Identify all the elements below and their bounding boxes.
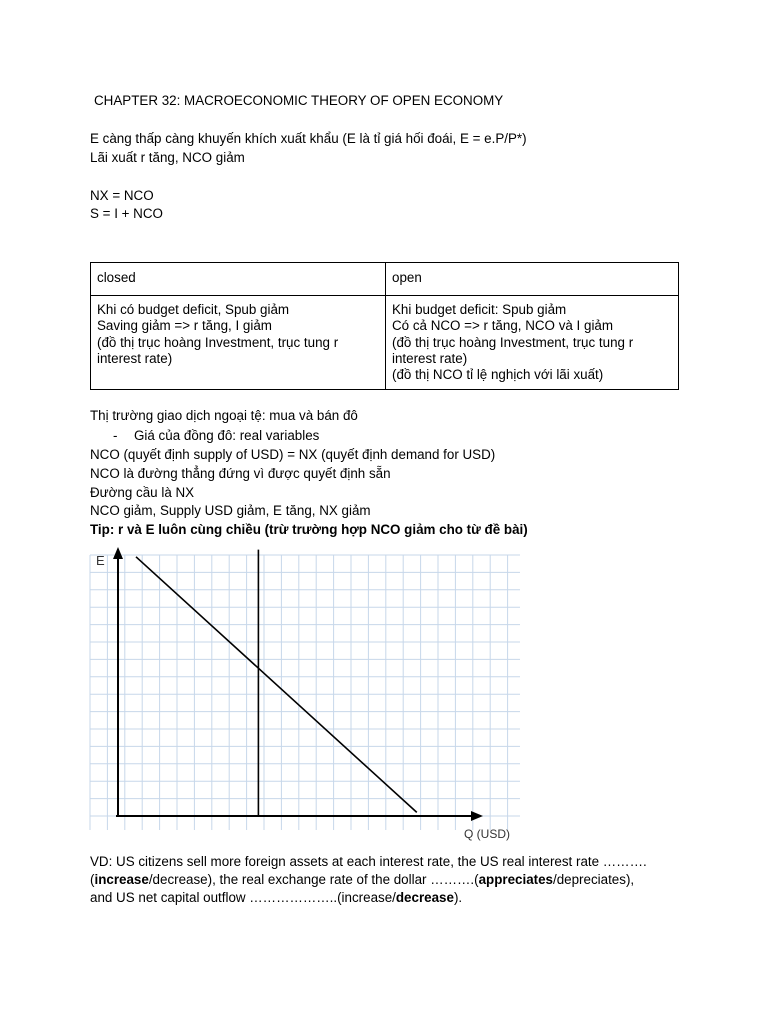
closed-line: (đồ thị trục hoàng Investment, trục tung r [97,334,339,350]
chapter-title: CHAPTER 32: MACROECONOMIC THEORY OF OPEN ECONOMY [94,93,504,108]
table-row [91,296,679,390]
exchange-rate-note: E càng thấp càng khuyến khích xuất khẩu (E là tỉ giá hối đoái, E = e.P/P*) [90,131,527,146]
table-header-row [91,263,679,296]
bullet-item: Giá của đồng đô: real variables [134,428,320,443]
closed-open-comparison-table [90,262,679,390]
open-line: (đồ thị trục hoàng Investment, trục tung r [392,334,634,350]
demand-line [136,557,417,813]
open-line: Khi budget deficit: Spub giảm [392,302,567,317]
chart-grid [90,555,520,830]
example-text: and US net capital outflow ………………..(increase/ [90,890,396,905]
y-axis-label: E [96,553,105,568]
open-line: (đồ thị NCO tỉ lệ nghịch với lãi xuất) [392,367,604,383]
closed-line: Saving giảm => r tăng, I giảm [97,318,272,334]
closed-line: interest rate) [97,350,173,366]
nco-nx-note: NCO (quyết định supply of USD) = NX (quyết định demand for USD) [90,447,496,462]
saving-equation: S = I + NCO [90,206,163,221]
nco-decrease-note: NCO giảm, Supply USD giảm, E tăng, NX giảm [90,503,371,518]
nco-vertical-note: NCO là đường thẳng đứng vì được quyết định sẵn [90,466,391,481]
header-open: open [386,263,679,296]
answer-increase: increase [94,872,149,887]
fx-market-heading: Thị trường giao dịch ngoại tệ: mua và bán đô [90,408,358,423]
example-line-1: VD: US citizens sell more foreign assets at each interest rate, the US real interest rate ………. [90,854,647,869]
header-closed: closed [91,263,386,296]
tip-text: Tip: r và E luôn cùng chiều (trừ trường hợp NCO giảm cho từ đề bài) [90,522,528,537]
example-text: ( [90,872,95,887]
answer-decrease: decrease [395,890,454,905]
open-cell [386,296,679,390]
example-text: /decrease), the real exchange rate of the dollar ……….( [148,872,479,887]
example-line-3 [90,889,462,906]
answer-appreciates: appreciates [478,872,553,887]
bullet-dash: - [113,428,118,443]
open-line: interest rate) [392,350,468,366]
x-axis-label: Q (USD) [464,827,510,841]
fx-market-chart [86,543,526,843]
example-text: /depreciates), [553,872,635,887]
example-line-2 [90,871,634,888]
x-axis-arrow [471,811,483,821]
open-line: Có cả NCO => r tăng, NCO và I giảm [392,318,614,334]
demand-curve-note: Đường cầu là NX [90,485,195,500]
interest-rate-note: Lãi xuất r tăng, NCO giảm [90,150,245,165]
example-text: ). [453,890,463,905]
closed-line: Khi có budget deficit, Spub giảm [97,302,290,317]
nx-equation: NX = NCO [90,188,154,203]
y-axis-arrow [113,547,123,559]
closed-cell [91,296,386,390]
